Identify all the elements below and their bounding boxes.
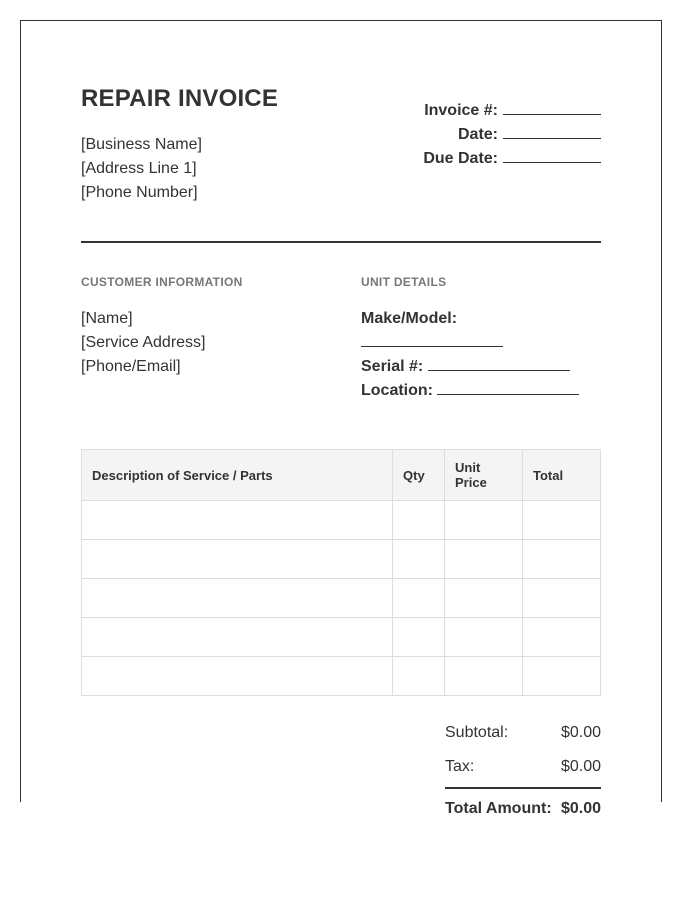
make-model-line-row bbox=[361, 331, 611, 355]
business-info bbox=[81, 133, 202, 205]
make-model-row bbox=[361, 307, 611, 331]
unit-price-cell[interactable] bbox=[445, 501, 523, 540]
total-amount-row bbox=[445, 789, 601, 831]
business-address[interactable]: [Address Line 1] bbox=[81, 160, 197, 177]
table-row bbox=[82, 579, 601, 618]
customer-info-heading: CUSTOMER INFORMATION bbox=[81, 275, 243, 289]
qty-cell[interactable] bbox=[393, 501, 445, 540]
unit-details-heading: UNIT DETAILS bbox=[361, 275, 447, 289]
table-row bbox=[82, 657, 601, 696]
description-cell[interactable] bbox=[82, 618, 393, 657]
table-row bbox=[82, 501, 601, 540]
qty-cell[interactable] bbox=[393, 540, 445, 579]
invoice-date-row bbox=[423, 123, 601, 147]
subtotal-label: Subtotal: bbox=[445, 724, 509, 741]
qty-cell[interactable] bbox=[393, 579, 445, 618]
totals-block bbox=[445, 721, 601, 831]
unit-price-cell[interactable] bbox=[445, 579, 523, 618]
invoice-due-date-label: Due Date: bbox=[423, 150, 498, 167]
subtotal-value: $0.00 bbox=[560, 724, 601, 741]
tax-value: $0.00 bbox=[560, 758, 601, 775]
table-row bbox=[82, 618, 601, 657]
col-unit-price-header: Unit Price bbox=[445, 450, 523, 501]
unit-price-cell[interactable] bbox=[445, 657, 523, 696]
business-phone[interactable]: [Phone Number] bbox=[81, 184, 198, 201]
location-row bbox=[361, 379, 611, 403]
invoice-number-field[interactable] bbox=[503, 99, 601, 115]
description-cell[interactable] bbox=[82, 657, 393, 696]
table-row bbox=[82, 540, 601, 579]
make-model-label: Make/Model: bbox=[361, 310, 458, 327]
tax-row bbox=[445, 755, 601, 789]
invoice-page bbox=[20, 20, 662, 817]
total-cell[interactable] bbox=[523, 657, 601, 696]
total-cell[interactable] bbox=[523, 540, 601, 579]
serial-field[interactable] bbox=[428, 355, 570, 371]
description-cell[interactable] bbox=[82, 579, 393, 618]
tax-label: Tax: bbox=[445, 758, 475, 775]
unit-price-cell[interactable] bbox=[445, 618, 523, 657]
customer-info bbox=[81, 307, 206, 379]
total-amount-label: Total Amount: bbox=[445, 800, 552, 817]
serial-label: Serial #: bbox=[361, 358, 424, 375]
customer-address[interactable]: [Service Address] bbox=[81, 334, 206, 351]
subtotal-row bbox=[445, 721, 601, 755]
make-model-field[interactable] bbox=[361, 331, 503, 347]
col-total-header: Total bbox=[523, 450, 601, 501]
total-cell[interactable] bbox=[523, 579, 601, 618]
location-label: Location: bbox=[361, 382, 433, 399]
line-items-table bbox=[81, 449, 601, 696]
location-field[interactable] bbox=[437, 379, 579, 395]
description-cell[interactable] bbox=[82, 501, 393, 540]
invoice-title: REPAIR INVOICE bbox=[81, 85, 279, 112]
col-qty-header: Qty bbox=[393, 450, 445, 501]
customer-contact[interactable]: [Phone/Email] bbox=[81, 358, 181, 375]
total-amount-value: $0.00 bbox=[560, 800, 601, 817]
business-name[interactable]: [Business Name] bbox=[81, 136, 202, 153]
serial-row bbox=[361, 355, 611, 379]
unit-details bbox=[361, 307, 611, 403]
customer-name[interactable]: [Name] bbox=[81, 310, 133, 327]
invoice-meta bbox=[423, 99, 601, 171]
unit-price-cell[interactable] bbox=[445, 540, 523, 579]
total-cell[interactable] bbox=[523, 618, 601, 657]
qty-cell[interactable] bbox=[393, 618, 445, 657]
header-divider bbox=[81, 241, 601, 243]
invoice-due-date-row bbox=[423, 147, 601, 171]
invoice-number-row bbox=[423, 99, 601, 123]
table-header-row bbox=[82, 450, 601, 501]
invoice-number-label: Invoice #: bbox=[424, 102, 498, 119]
description-cell[interactable] bbox=[82, 540, 393, 579]
invoice-date-field[interactable] bbox=[503, 123, 601, 139]
invoice-date-label: Date: bbox=[457, 126, 498, 143]
col-description-header: Description of Service / Parts bbox=[82, 450, 393, 501]
qty-cell[interactable] bbox=[393, 657, 445, 696]
total-cell[interactable] bbox=[523, 501, 601, 540]
invoice-due-date-field[interactable] bbox=[503, 147, 601, 163]
